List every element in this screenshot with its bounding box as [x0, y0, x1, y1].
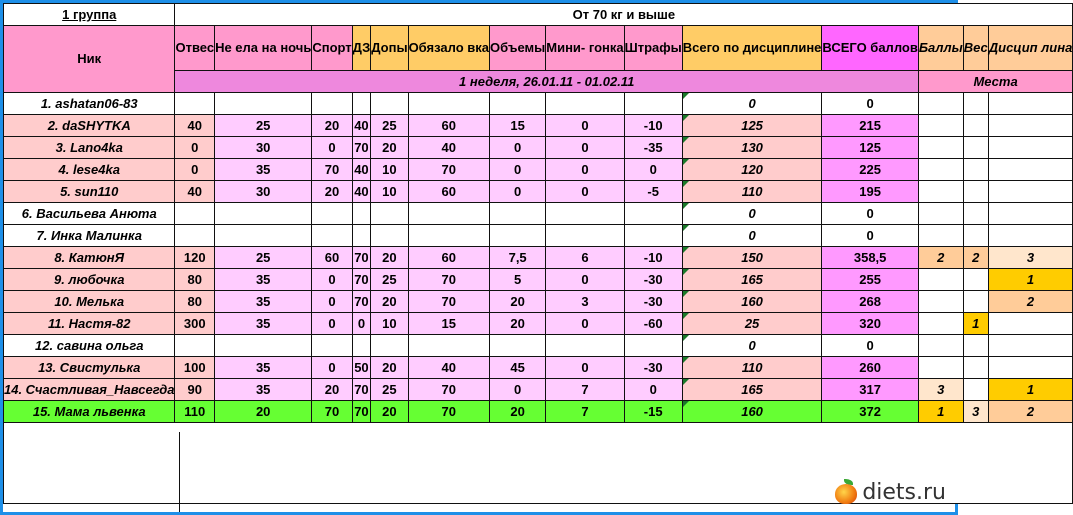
value-cell: 35: [215, 357, 312, 379]
value-cell: 20: [371, 137, 408, 159]
value-cell: 6: [546, 247, 624, 269]
place-cell: [963, 225, 988, 247]
value-cell: [215, 93, 312, 115]
value-cell: 60: [312, 247, 352, 269]
value-cell: [624, 203, 682, 225]
value-cell: 7: [546, 401, 624, 423]
value-cell: 0: [352, 313, 371, 335]
value-cell: [371, 335, 408, 357]
value-cell: 25: [371, 115, 408, 137]
nick-cell: 7. Инка Малинка: [4, 225, 175, 247]
value-cell: -30: [624, 291, 682, 313]
place-cell: 3: [918, 379, 963, 401]
place-cell: [963, 137, 988, 159]
value-cell: [546, 93, 624, 115]
value-cell: 40: [175, 115, 215, 137]
place-cell: [988, 93, 1073, 115]
place-cell: [988, 225, 1073, 247]
value-cell: 70: [352, 291, 371, 313]
nick-header: Ник: [4, 26, 175, 93]
value-cell: [624, 335, 682, 357]
place-cell: [918, 115, 963, 137]
value-cell: 20: [312, 379, 352, 401]
place-cell: [918, 335, 963, 357]
value-cell: [312, 203, 352, 225]
value-cell: 70: [408, 379, 489, 401]
nick-cell: 9. любочка: [4, 269, 175, 291]
total-score-cell: 268: [822, 291, 918, 313]
total-score-cell: 372: [822, 401, 918, 423]
value-cell: 0: [546, 159, 624, 181]
value-cell: 0: [312, 291, 352, 313]
discipline-total-cell: 150: [682, 247, 822, 269]
value-cell: -5: [624, 181, 682, 203]
value-cell: 90: [175, 379, 215, 401]
table-row: [4, 313, 1073, 335]
value-cell: 0: [312, 313, 352, 335]
value-cell: 0: [490, 181, 546, 203]
col-header: Баллы: [918, 26, 963, 71]
value-cell: 0: [490, 159, 546, 181]
value-cell: 25: [371, 379, 408, 401]
value-cell: 45: [490, 357, 546, 379]
value-cell: 0: [175, 159, 215, 181]
value-cell: 0: [546, 313, 624, 335]
value-cell: 0: [546, 137, 624, 159]
value-cell: 0: [546, 115, 624, 137]
col-header: Всего по дисциплине: [682, 26, 822, 71]
value-cell: 20: [371, 247, 408, 269]
value-cell: -10: [624, 247, 682, 269]
place-cell: [918, 357, 963, 379]
value-cell: [408, 225, 489, 247]
value-cell: -60: [624, 313, 682, 335]
value-cell: 10: [371, 313, 408, 335]
value-cell: 70: [352, 269, 371, 291]
value-cell: 20: [490, 291, 546, 313]
value-cell: 35: [215, 159, 312, 181]
col-header: Допы: [371, 26, 408, 71]
place-cell: [918, 93, 963, 115]
value-cell: 10: [371, 159, 408, 181]
nick-cell: 14. Счастливая_Навсегда: [4, 379, 175, 401]
value-cell: 70: [408, 269, 489, 291]
place-cell: [963, 115, 988, 137]
place-cell: 2: [963, 247, 988, 269]
value-cell: [408, 335, 489, 357]
place-cell: [963, 93, 988, 115]
table-row: [4, 247, 1073, 269]
value-cell: [352, 335, 371, 357]
logo-text: diets.ru: [862, 479, 946, 505]
nick-cell: 4. lese4ka: [4, 159, 175, 181]
nick-cell: 15. Мама львенка: [4, 401, 175, 423]
value-cell: 40: [175, 181, 215, 203]
place-cell: [963, 379, 988, 401]
place-cell: 2: [918, 247, 963, 269]
value-cell: 40: [352, 159, 371, 181]
value-cell: 0: [312, 137, 352, 159]
value-cell: 7,5: [490, 247, 546, 269]
value-cell: 70: [408, 291, 489, 313]
place-cell: [963, 159, 988, 181]
table-row: [4, 137, 1073, 159]
table-row: [4, 269, 1073, 291]
discipline-total-cell: 125: [682, 115, 822, 137]
table-row: [4, 335, 1073, 357]
discipline-total-cell: 165: [682, 379, 822, 401]
value-cell: 120: [175, 247, 215, 269]
value-cell: [175, 203, 215, 225]
value-cell: 20: [490, 401, 546, 423]
value-cell: 0: [312, 357, 352, 379]
place-cell: [988, 181, 1073, 203]
value-cell: 70: [352, 247, 371, 269]
value-cell: [371, 203, 408, 225]
place-cell: [963, 291, 988, 313]
apple-icon: [834, 479, 858, 505]
value-cell: -30: [624, 269, 682, 291]
total-score-cell: 215: [822, 115, 918, 137]
value-cell: [352, 93, 371, 115]
nick-cell: 3. Lano4ka: [4, 137, 175, 159]
place-cell: [963, 203, 988, 225]
place-cell: [988, 159, 1073, 181]
value-cell: [215, 203, 312, 225]
total-score-cell: 0: [822, 335, 918, 357]
value-cell: 60: [408, 115, 489, 137]
value-cell: 0: [624, 159, 682, 181]
value-cell: [408, 93, 489, 115]
table-row: [4, 291, 1073, 313]
value-cell: [546, 335, 624, 357]
value-cell: 20: [371, 401, 408, 423]
value-cell: 20: [371, 291, 408, 313]
table-row: [4, 203, 1073, 225]
discipline-total-cell: 110: [682, 357, 822, 379]
value-cell: 0: [312, 269, 352, 291]
col-header: Не ела на ночь: [215, 26, 312, 71]
value-cell: [312, 335, 352, 357]
value-cell: 100: [175, 357, 215, 379]
value-cell: 0: [175, 137, 215, 159]
total-score-cell: 225: [822, 159, 918, 181]
value-cell: [215, 225, 312, 247]
total-score-cell: 320: [822, 313, 918, 335]
value-cell: -10: [624, 115, 682, 137]
value-cell: [371, 93, 408, 115]
discipline-total-cell: 160: [682, 291, 822, 313]
value-cell: 15: [408, 313, 489, 335]
value-cell: 7: [546, 379, 624, 401]
discipline-total-cell: 0: [682, 335, 822, 357]
place-cell: [988, 203, 1073, 225]
place-cell: [963, 269, 988, 291]
table-row: [4, 357, 1073, 379]
place-cell: 2: [988, 401, 1073, 423]
value-cell: [371, 225, 408, 247]
value-cell: [312, 93, 352, 115]
value-cell: 25: [215, 115, 312, 137]
place-cell: [988, 335, 1073, 357]
value-cell: 70: [408, 401, 489, 423]
table-row: [4, 379, 1073, 401]
value-cell: 110: [175, 401, 215, 423]
place-cell: [918, 313, 963, 335]
value-cell: 15: [490, 115, 546, 137]
place-cell: [918, 181, 963, 203]
value-cell: 0: [490, 137, 546, 159]
value-cell: [546, 203, 624, 225]
value-cell: 300: [175, 313, 215, 335]
value-cell: 35: [215, 379, 312, 401]
divider: [179, 432, 180, 512]
value-cell: -35: [624, 137, 682, 159]
discipline-total-cell: 0: [682, 225, 822, 247]
value-cell: 40: [352, 181, 371, 203]
category-title: От 70 кг и выше: [175, 4, 1073, 26]
table-row: [4, 93, 1073, 115]
total-score-cell: 260: [822, 357, 918, 379]
place-cell: [988, 137, 1073, 159]
discipline-total-cell: 120: [682, 159, 822, 181]
value-cell: 0: [546, 357, 624, 379]
value-cell: 0: [546, 181, 624, 203]
nick-cell: 10. Мелька: [4, 291, 175, 313]
table-row: [4, 401, 1073, 423]
value-cell: [352, 203, 371, 225]
places-label: Места: [918, 71, 1072, 93]
place-cell: 3: [963, 401, 988, 423]
value-cell: 20: [312, 181, 352, 203]
place-cell: 3: [988, 247, 1073, 269]
total-score-cell: 358,5: [822, 247, 918, 269]
value-cell: [312, 225, 352, 247]
value-cell: 20: [312, 115, 352, 137]
place-cell: [918, 291, 963, 313]
value-cell: 20: [371, 357, 408, 379]
table-row: [4, 181, 1073, 203]
value-cell: 70: [408, 159, 489, 181]
value-cell: 40: [352, 115, 371, 137]
col-header: Штрафы: [624, 26, 682, 71]
nick-cell: 6. Васильева Анюта: [4, 203, 175, 225]
place-cell: [918, 203, 963, 225]
place-cell: [988, 313, 1073, 335]
value-cell: 70: [312, 159, 352, 181]
value-cell: 25: [215, 247, 312, 269]
value-cell: 60: [408, 247, 489, 269]
discipline-total-cell: 0: [682, 203, 822, 225]
value-cell: 0: [546, 269, 624, 291]
value-cell: 70: [352, 379, 371, 401]
value-cell: 80: [175, 269, 215, 291]
place-cell: [918, 225, 963, 247]
col-header: Вес: [963, 26, 988, 71]
nick-cell: 8. КатюнЯ: [4, 247, 175, 269]
place-cell: 1: [988, 269, 1073, 291]
place-cell: [988, 357, 1073, 379]
value-cell: 5: [490, 269, 546, 291]
week-label: 1 неделя, 26.01.11 - 01.02.11: [175, 71, 918, 93]
place-cell: 1: [988, 379, 1073, 401]
place-cell: [963, 357, 988, 379]
place-cell: 1: [963, 313, 988, 335]
value-cell: 35: [215, 291, 312, 313]
value-cell: 30: [215, 181, 312, 203]
total-score-cell: 195: [822, 181, 918, 203]
place-cell: 2: [988, 291, 1073, 313]
col-header: Спорт: [312, 26, 352, 71]
value-cell: -15: [624, 401, 682, 423]
discipline-total-cell: 160: [682, 401, 822, 423]
value-cell: [490, 93, 546, 115]
value-cell: [490, 335, 546, 357]
table-row: [4, 115, 1073, 137]
value-cell: [175, 93, 215, 115]
nick-cell: 13. Свистулька: [4, 357, 175, 379]
value-cell: 50: [352, 357, 371, 379]
place-cell: [918, 137, 963, 159]
col-header: Объемы: [490, 26, 546, 71]
total-score-cell: 317: [822, 379, 918, 401]
value-cell: 35: [215, 269, 312, 291]
discipline-total-cell: 25: [682, 313, 822, 335]
total-score-cell: 0: [822, 93, 918, 115]
total-score-cell: 0: [822, 203, 918, 225]
discipline-total-cell: 110: [682, 181, 822, 203]
value-cell: 0: [490, 379, 546, 401]
value-cell: [490, 225, 546, 247]
group-title: 1 группа: [4, 4, 175, 26]
col-header: Дисцип лина: [988, 26, 1073, 71]
value-cell: [175, 335, 215, 357]
total-score-cell: 255: [822, 269, 918, 291]
results-table: [3, 3, 1073, 504]
discipline-total-cell: 165: [682, 269, 822, 291]
value-cell: 40: [408, 357, 489, 379]
col-header: Обязало вка: [408, 26, 489, 71]
value-cell: -30: [624, 357, 682, 379]
value-cell: 70: [312, 401, 352, 423]
value-cell: 70: [352, 401, 371, 423]
value-cell: 30: [215, 137, 312, 159]
place-cell: [963, 181, 988, 203]
place-cell: [988, 115, 1073, 137]
value-cell: 80: [175, 291, 215, 313]
value-cell: [546, 225, 624, 247]
site-logo: [834, 475, 946, 509]
nick-cell: 12. савина ольга: [4, 335, 175, 357]
value-cell: [490, 203, 546, 225]
nick-cell: 1. ashatan06-83: [4, 93, 175, 115]
value-cell: 20: [215, 401, 312, 423]
value-cell: 0: [624, 379, 682, 401]
nick-cell: 11. Настя-82: [4, 313, 175, 335]
place-cell: [963, 335, 988, 357]
col-header: Мини- гонка: [546, 26, 624, 71]
col-header: ВСЕГО баллов: [822, 26, 918, 71]
value-cell: [408, 203, 489, 225]
value-cell: 25: [371, 269, 408, 291]
value-cell: 70: [352, 137, 371, 159]
value-cell: [175, 225, 215, 247]
nick-cell: 5. sun110: [4, 181, 175, 203]
nick-cell: 2. daSHYTKA: [4, 115, 175, 137]
value-cell: 10: [371, 181, 408, 203]
place-cell: 1: [918, 401, 963, 423]
value-cell: 40: [408, 137, 489, 159]
table-row: [4, 225, 1073, 247]
value-cell: [624, 93, 682, 115]
col-header: ДЗ: [352, 26, 371, 71]
total-score-cell: 125: [822, 137, 918, 159]
value-cell: 20: [490, 313, 546, 335]
value-cell: 35: [215, 313, 312, 335]
value-cell: [624, 225, 682, 247]
total-score-cell: 0: [822, 225, 918, 247]
value-cell: 3: [546, 291, 624, 313]
value-cell: [215, 335, 312, 357]
value-cell: 60: [408, 181, 489, 203]
value-cell: [352, 225, 371, 247]
discipline-total-cell: 130: [682, 137, 822, 159]
discipline-total-cell: 0: [682, 93, 822, 115]
table-row: [4, 159, 1073, 181]
col-header: Отвес: [175, 26, 215, 71]
place-cell: [918, 159, 963, 181]
place-cell: [918, 269, 963, 291]
